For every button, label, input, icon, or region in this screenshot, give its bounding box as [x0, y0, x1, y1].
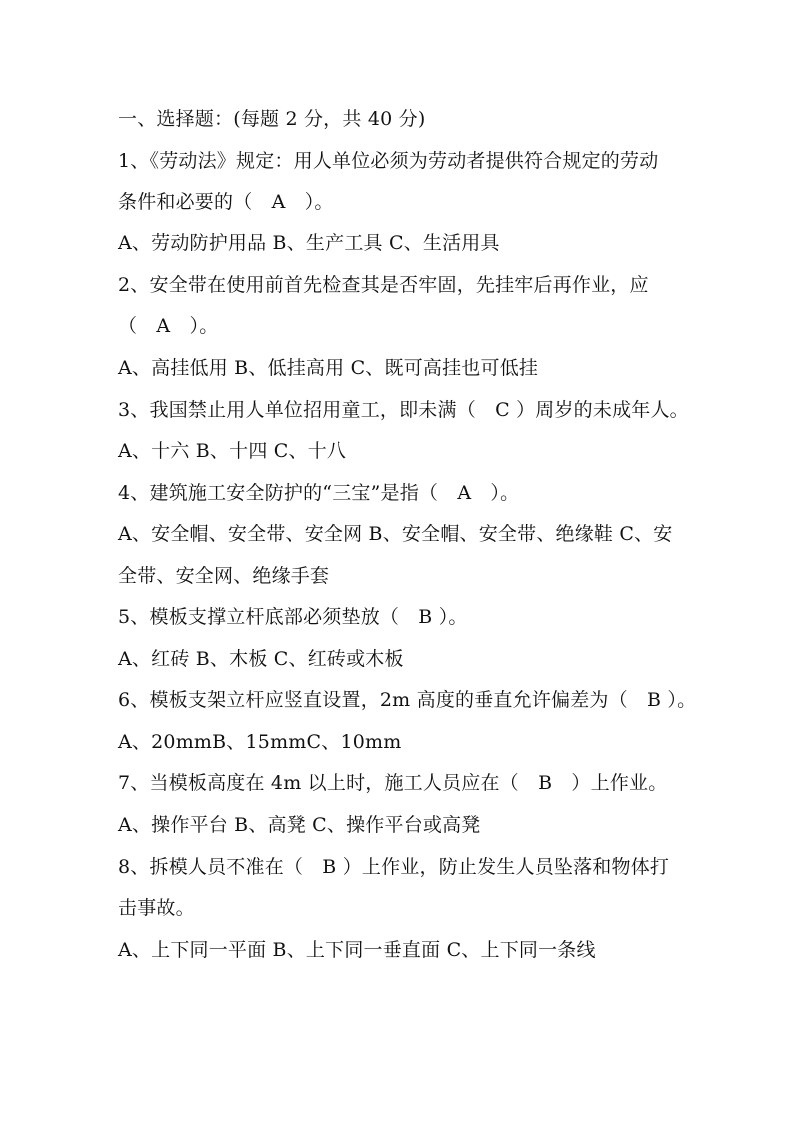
section-heading: 一、选择题：(每题 2 分，共 40 分) [118, 108, 426, 130]
text-line: 5、模板支撑立杆底部必须垫放（ B ）。 [118, 606, 468, 628]
text-line: 全带、安全网、绝缘手套 [118, 565, 330, 587]
text-line: A、20mmB、15mmC、10mm [118, 731, 402, 753]
text-line: A、操作平台 B、高凳 C、操作平台或高凳 [118, 814, 481, 836]
text-line: 击事故。 [118, 897, 195, 919]
text-line: 4、建筑施工安全防护的“三宝”是指（ A ）。 [118, 482, 520, 504]
text-line: A、高挂低用 B、低挂高用 C、既可高挂也可低挂 [118, 357, 539, 379]
text-line: 6、模板支架立杆应竖直设置，2m 高度的垂直允许偏差为（ B ）。 [118, 689, 697, 711]
text-line: A、十六 B、十四 C、十八 [118, 440, 347, 462]
text-line: A、上下同一平面 B、上下同一垂直面 C、上下同一条线 [118, 939, 596, 961]
text-line: 8、拆模人员不准在（ B ）上作业，防止发生人员坠落和物体打 [118, 856, 670, 878]
text-line: （ A ）。 [118, 315, 219, 337]
text-line: 7、当模板高度在 4m 以上时，施工人员应在（ B ）上作业。 [118, 772, 668, 794]
text-line: 1、《劳动法》规定：用人单位必须为劳动者提供符合规定的劳动 [118, 150, 659, 172]
text-line: A、劳动防护用品 B、生产工具 C、生活用具 [118, 232, 500, 254]
text-line: A、安全帽、安全带、安全网 B、安全帽、安全带、绝缘鞋 C、安 [118, 523, 673, 545]
text-line: 条件和必要的（ A ）。 [118, 191, 334, 213]
text-line: 2、安全带在使用前首先检查其是否牢固，先挂牢后再作业，应 [118, 274, 649, 296]
text-line: A、红砖 B、木板 C、红砖或木板 [118, 648, 404, 670]
text-line: 3、我国禁止用人单位招用童工，即未满（ C ）周岁的未成年人。 [118, 399, 689, 421]
